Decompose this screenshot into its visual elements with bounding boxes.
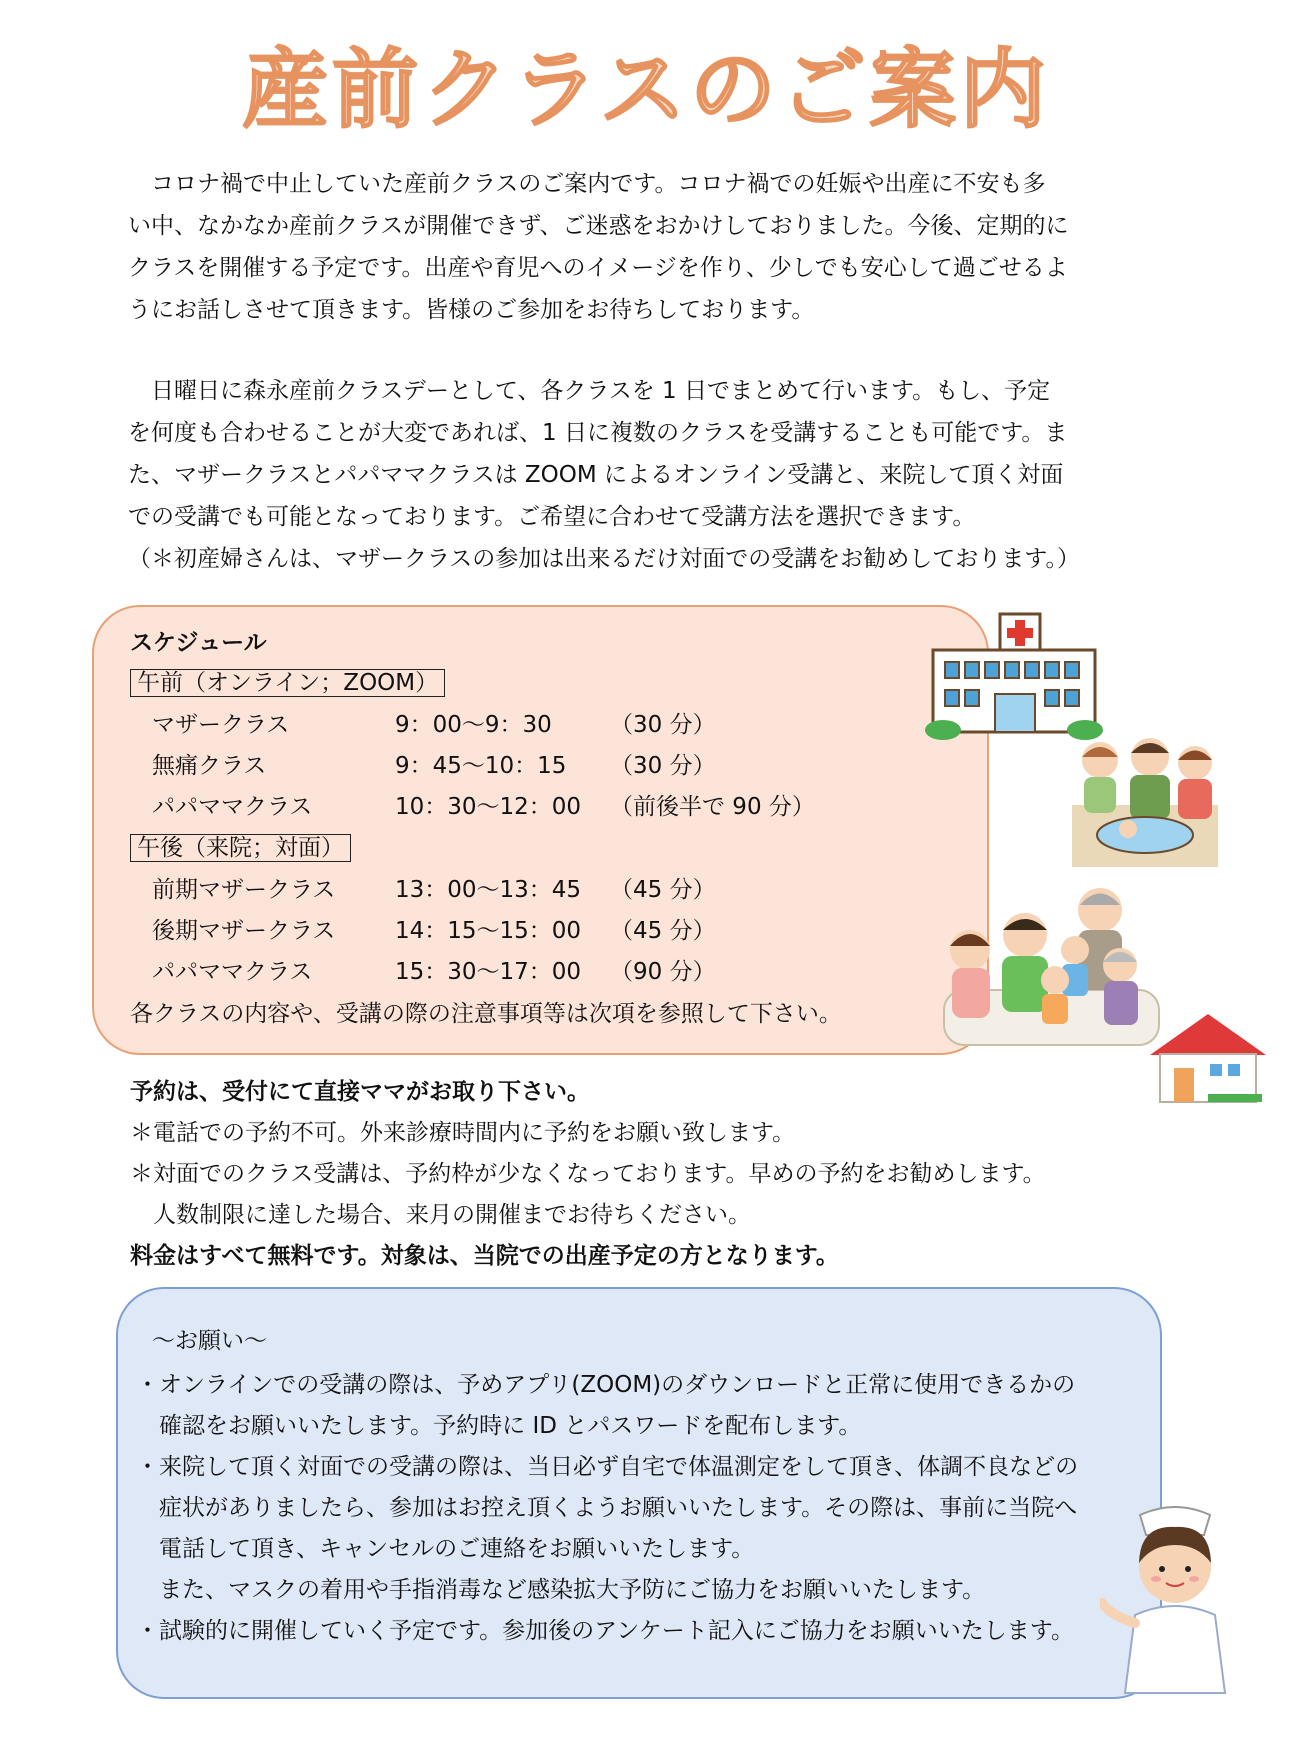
request-line: 症状がありましたら、参加はお控え頂くようお願いいたします。その際は、事前に当院へ [136, 1495, 1078, 1521]
reservation-line: ＊対面でのクラス受講は、予約枠が少なくなっております。早めの予約をお勧めします。 [130, 1161, 1046, 1187]
baby-bath-icon [1070, 735, 1220, 870]
class-duration: （前後半で 90 分） [610, 794, 815, 820]
request-line: 確認をお願いいたします。予約時に ID とパスワードを配布します。 [136, 1413, 862, 1439]
reservation-line: 人数制限に達した場合、来月の開催までお待ちください。 [130, 1202, 751, 1228]
class-time: 14：15〜15：00 [395, 918, 582, 944]
reservation-line: 予約は、受付にて直接ママがお取り下さい。 [130, 1079, 590, 1105]
requests-heading: 〜お願い〜 [152, 1328, 267, 1354]
request-line: ・来院して頂く対面での受講の際は、当日必ず自宅で体温測定をして頂き、体調不良などの [136, 1454, 1079, 1480]
class-duration: （30 分） [610, 712, 716, 738]
request-line: ・オンラインでの受講の際は、予めアプリ(ZOOM)のダウンロードと正常に使用できるかの [136, 1372, 1076, 1398]
schedule-footer: 各クラスの内容や、受講の際の注意事項等は次項を参照して下さい。 [130, 1001, 842, 1027]
fee-line: 料金はすべて無料です。対象は、当院での出産予定の方となります。 [130, 1243, 839, 1269]
class-time: 15：30〜17：00 [395, 959, 582, 985]
class-duration: （45 分） [610, 877, 716, 903]
class-name: パパママクラス [152, 959, 313, 985]
class-name: 後期マザークラス [152, 918, 336, 944]
intro-paragraph-2 [128, 370, 1128, 580]
class-name: パパママクラス [152, 794, 313, 820]
class-name: マザークラス [152, 712, 290, 738]
house-icon [1148, 1010, 1268, 1105]
class-time: 9：00〜9：30 [395, 712, 552, 738]
afternoon-label: 午後（来院；対面） [130, 834, 351, 862]
class-time: 13：00〜13：45 [395, 877, 582, 903]
text-line: 日曜日に森永産前クラスデーとして、各クラスを 1 日でまとめて行います。もし、予定 [128, 378, 1051, 404]
text-line: （＊初産婦さんは、マザークラスの参加は出来るだけ対面での受講をお勧めしております。） [128, 546, 1080, 572]
class-name: 無痛クラス [152, 753, 267, 779]
class-duration: （90 分） [610, 959, 716, 985]
page-title: 産前クラスのご案内 [242, 40, 1050, 140]
family-icon [940, 880, 1165, 1060]
hospital-icon [925, 612, 1105, 742]
class-time: 9：45〜10：15 [395, 753, 567, 779]
text-line: での受講でも可能となっております。ご希望に合わせて受講方法を選択できます。 [128, 504, 976, 530]
request-line: また、マスクの着用や手指消毒など感染拡大予防にご協力をお願いいたします。 [136, 1577, 986, 1603]
schedule-heading: スケジュール [130, 630, 267, 656]
intro-paragraph-1 [128, 163, 1128, 331]
class-duration: （30 分） [610, 753, 716, 779]
nurse-icon [1100, 1505, 1250, 1695]
class-name: 前期マザークラス [152, 877, 336, 903]
text-line: い中、なかなか産前クラスが開催できず、ご迷惑をおかけしておりました。今後、定期的に [128, 213, 1069, 239]
class-time: 10：30〜12：00 [395, 794, 582, 820]
request-line: ・試験的に開催していく予定です。参加後のアンケート記入にご協力をお願いいたします。 [136, 1618, 1074, 1644]
class-duration: （45 分） [610, 918, 716, 944]
text-line: コロナ禍で中止していた産前クラスのご案内です。コロナ禍での妊娠や出産に不安も多 [128, 171, 1046, 197]
text-line: を何度も合わせることが大変であれば、1 日に複数のクラスを受講することも可能です。ま [128, 420, 1068, 446]
text-line: うにお話しさせて頂きます。皆様のご参加をお待ちしております。 [128, 297, 815, 323]
text-line: た、マザークラスとパパママクラスは ZOOM によるオンライン受講と、来院して頂く対面 [128, 462, 1064, 488]
morning-label: 午前（オンライン；ZOOM） [130, 669, 445, 697]
text-line: クラスを開催する予定です。出産や育児へのイメージを作り、少しでも安心して過ごせるよ [128, 255, 1068, 281]
request-line: 電話して頂き、キャンセルのご連絡をお願いいたします。 [136, 1536, 755, 1562]
reservation-line: ＊電話での予約不可。外来診療時間内に予約をお願い致します。 [130, 1120, 796, 1146]
